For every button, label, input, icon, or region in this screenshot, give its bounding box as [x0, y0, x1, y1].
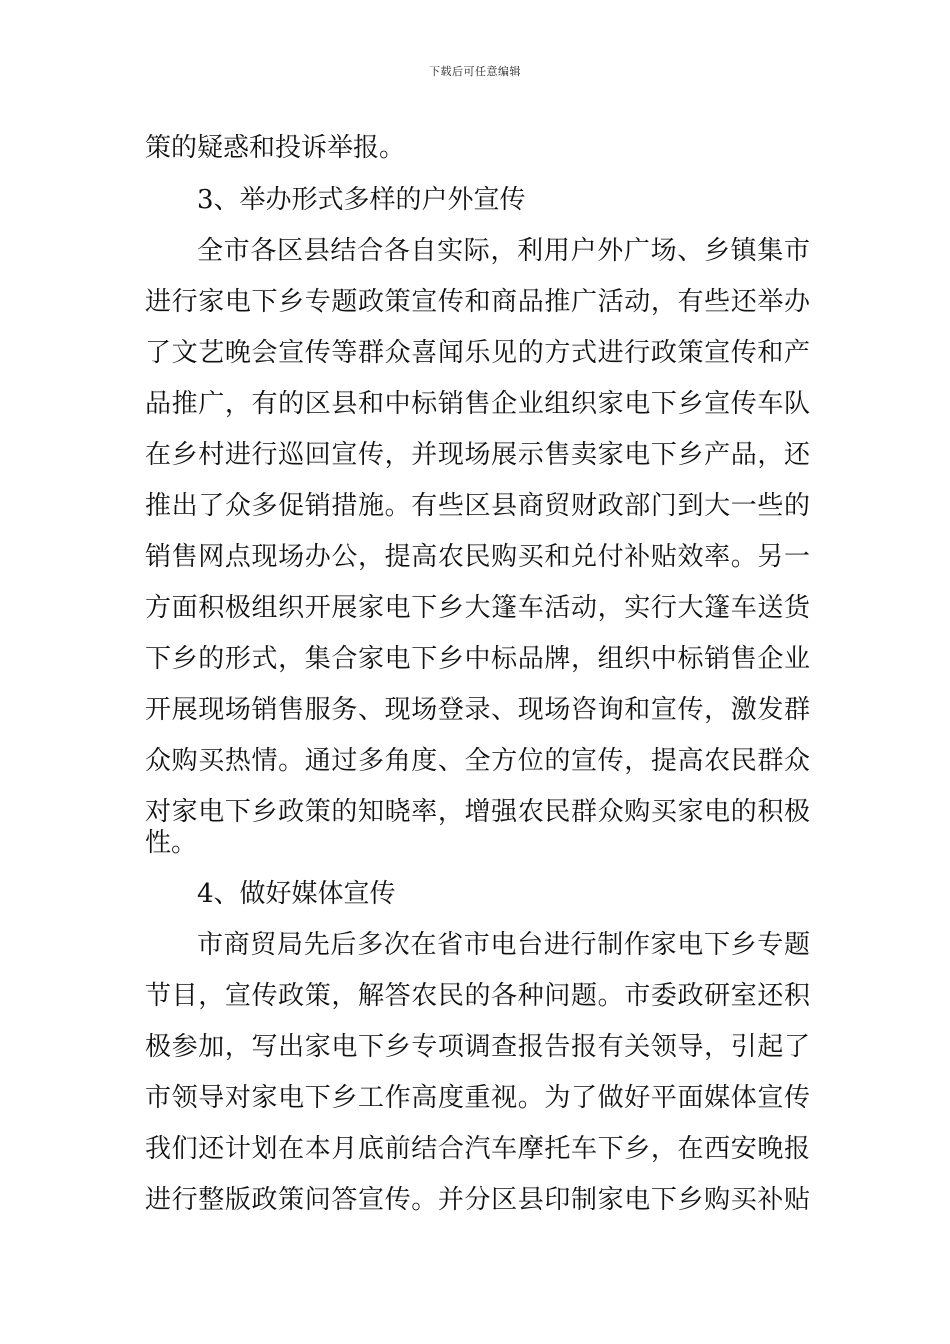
text-line: 我们还计划在本月底前结合汽车摩托车下乡，在西安晚报	[145, 1134, 810, 1164]
text-line: 全市各区县结合各自实际，利用户外广场、乡镇集市	[197, 236, 810, 266]
text-line: 方面积极组织开展家电下乡大篷车活动，实行大篷车送货	[145, 593, 810, 623]
text-line: 销售网点现场办公，提高农民购买和兑付补贴效率。另一	[145, 542, 810, 572]
text-line: 众购买热情。通过多角度、全方位的宣传，提高农民群众	[145, 746, 810, 776]
section-heading: 4、做好媒体宣传	[197, 879, 396, 909]
text-line: 极参加，写出家电下乡专项调查报告报有关领导，引起了	[145, 1032, 810, 1062]
text-line: 在乡村进行巡回宣传，并现场展示售卖家电下乡产品，还	[145, 440, 810, 470]
text-line: 策的疑惑和投诉举报。	[145, 133, 406, 163]
text-line: 进行家电下乡专题政策宣传和商品推广活动，有些还举办	[145, 287, 810, 317]
text-line: 对家电下乡政策的知晓率，增强农民群众购买家电的积极	[145, 797, 810, 827]
text-line: 开展现场销售服务、现场登录、现场咨询和宣传，激发群	[145, 695, 810, 725]
text-line: 了文艺晚会宣传等群众喜闻乐见的方式进行政策宣传和产	[145, 338, 810, 368]
text-line: 进行整版政策问答宣传。并分区县印制家电下乡购买补贴	[145, 1185, 810, 1215]
section-heading: 3、举办形式多样的户外宣传	[197, 185, 526, 215]
text-line: 下乡的形式，集合家电下乡中标品牌，组织中标销售企业	[145, 644, 810, 674]
text-line: 品推广，有的区县和中标销售企业组织家电下乡宣传车队	[145, 389, 810, 419]
text-line: 推出了众多促销措施。有些区县商贸财政部门到大一些的	[145, 491, 810, 521]
text-line: 节目，宣传政策，解答农民的各种问题。市委政研室还积	[145, 981, 810, 1011]
header-note: 下载后可任意编辑	[429, 65, 521, 78]
text-line: 市领导对家电下乡工作高度重视。为了做好平面媒体宣传	[145, 1083, 810, 1113]
text-line: 市商贸局先后多次在省市电台进行制作家电下乡专题	[197, 930, 810, 960]
text-line: 性。	[145, 828, 198, 858]
